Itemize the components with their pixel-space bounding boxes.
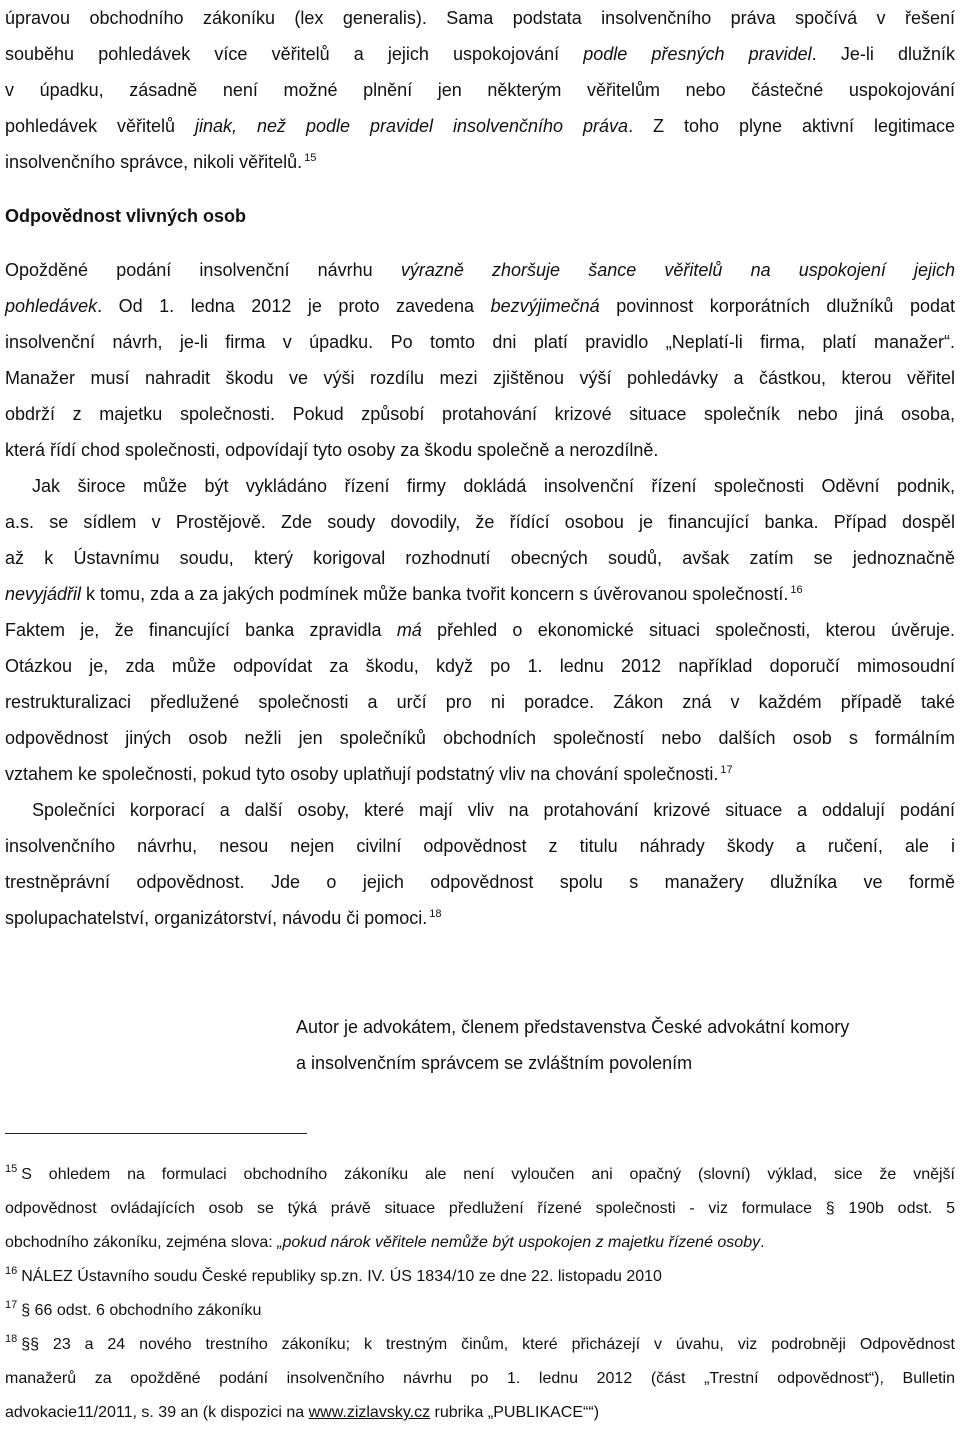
text-line: spolupachatelství, organizátorství, návodu či pomoci. $^{18}$ xyxy=(5,908,442,928)
text-line: která řídí chod společnosti, odpovídají tyto osoby za škodu společně a nerozdílně. xyxy=(5,440,659,460)
text-line: insolvenčního návrhu, nesou nejen civilní odpovědnost z titulu náhrady škody a ručení, ale i xyxy=(5,836,955,856)
text-line: trestněprávní odpovědnost. Jde o jejich odpovědnost spolu s manažery dlužníka ve formě xyxy=(5,872,955,892)
document-page xyxy=(5,0,955,936)
text-line: až k Ústavnímu soudu, který korigoval rozhodnutí obecných soudů, avšak zatím se jednoznačně xyxy=(5,548,955,568)
footnote-ref[interactable]: 18 xyxy=(429,908,442,920)
footnote-ref[interactable]: 17 xyxy=(720,764,733,776)
text-line: vztahem ke společnosti, pokud tyto osoby uplatňují podstatný vliv na chování společnosti. $^{17}$ xyxy=(5,764,733,784)
footnote-text: advokacie11/2011, s. 39 an (k dispozici na www.zizlavsky.cz rubrika „PUBLIKACE““) xyxy=(5,1404,600,1421)
section-heading: Odpovědnost vlivných osob xyxy=(5,206,247,226)
text-line: Jak široce může být vykládáno řízení firmy dokládá insolvenční řízení společnosti Oděvní podnik, xyxy=(32,476,955,496)
footnote-divider xyxy=(5,1133,307,1134)
text-line: Opožděné podání insolvenční návrhu výrazně zhoršuje šance věřitelů na uspokojení jejich xyxy=(5,260,956,280)
author-line: Autor je advokátem, členem představenstva České advokátní komory xyxy=(296,1017,850,1037)
text-line: Společníci korporací a další osoby, které mají vliv na protahování krizové situace a oddalují podání xyxy=(32,800,955,820)
text-line: insolvenčního správce, nikoli věřitelů. $^{15}$ xyxy=(5,152,317,172)
footnote-number: 16 xyxy=(5,1265,18,1277)
text-line: insolvenční návrh, je-li firma v úpadku. Po tomto dni platí pravidlo „Neplatí-li firma, platí manažer“. xyxy=(5,332,955,352)
text-line: v úpadku, zásadně není možné plnění jen některým věřitelům nebo částečné uspokojování xyxy=(5,80,955,100)
footnote-number: 17 xyxy=(5,1299,18,1311)
body-text xyxy=(5,0,955,936)
text-line: odpovědnost jiných osob nežli jen společníků obchodních společností nebo dalších osob s formálním xyxy=(5,728,955,748)
footnote-17: $^{17}$ § 66 odst. 6 obchodního zákoníku xyxy=(5,1299,262,1319)
author-line: a insolvenčním správcem se zvláštním povolením xyxy=(296,1053,693,1073)
text-line: a.s. se sídlem v Prostějově. Zde soudy dovodily, že řídící osobou je financující banka. Případ dospěl xyxy=(5,512,955,532)
text-line: Otázkou je, zda může odpovídat za škodu, když po 1. lednu 2012 například doporučí mimosoudní xyxy=(5,656,955,676)
footnote-text: obchodního zákoníku, zejména slova: „pokud nárok věřitele nemůže být uspokojen z majetku řízené osoby. xyxy=(5,1234,765,1251)
text-line: restrukturalizaci předlužené společnosti a určí pro ni poradce. Zákon zná v každém případě také xyxy=(5,692,955,712)
footnote-number: 18 xyxy=(5,1333,18,1345)
text-line: Faktem je, že financující banka zpravidla má přehled o ekonomické situaci společnosti, kterou úvěruje. xyxy=(5,620,955,640)
footnote-text: manažerů za opožděné podání insolvenčního návrhu po 1. lednu 2012 (část „Trestní odpovědnost“), Bulletin xyxy=(5,1370,955,1387)
footnote-16: $^{16}$ NÁLEZ Ústavního soudu České republiky sp.zn. IV. ÚS 1834/10 ze dne 22. listopadu 2010 xyxy=(5,1265,662,1285)
text-line: obdrží z majetku společnosti. Pokud způsobí protahování krizové situace společník nebo jiná osoba, xyxy=(5,404,955,424)
website-link[interactable]: www.zizlavsky.cz xyxy=(308,1404,431,1421)
footnotes xyxy=(5,1158,955,1430)
footnote-ref[interactable]: 15 xyxy=(304,152,317,164)
author-note xyxy=(296,1009,849,1081)
footnote-number: 15 xyxy=(5,1163,18,1175)
text-line: souběhu pohledávek více věřitelů a jejich uspokojování podle přesných pravidel. Je-li dlužník xyxy=(5,44,955,64)
text-line: Manažer musí nahradit škodu ve výši rozdílu mezi zjištěnou výší pohledávky a částkou, kterou věřitel xyxy=(5,368,955,388)
text-line: pohledávek věřitelů jinak, než podle pravidel insolvenčního práva. Z toho plyne aktivní legitimace xyxy=(5,116,955,136)
text-line: pohledávek. Od 1. ledna 2012 je proto zavedena bezvýjimečná povinnost korporátních dlužníků podat xyxy=(5,296,956,316)
text-line: úpravou obchodního zákoníku (lex generalis). Sama podstata insolvenčního práva spočívá v řešení xyxy=(5,8,955,28)
footnote-ref[interactable]: 16 xyxy=(790,584,803,596)
footnote-text: odpovědnost ovládajících osob se týká právě situace předlužení řízené společnosti - viz formulace § 190b odst. 5 xyxy=(5,1200,955,1217)
footnote-18: $^{18}$ §§ 23 a 24 nového trestního zákoníku; k trestným činům, které přicházejí v úvahu, viz podrobněji Odpovědnost xyxy=(5,1333,955,1353)
text-line: nevyjádřil k tomu, zda a za jakých podmínek může banka tvořit koncern s úvěrovanou společností. $^{16}$ xyxy=(5,584,803,604)
footnote-15: $^{15}$ S ohledem na formulaci obchodního zákoníku ale není vyloučen ani opačný (slovní) výklad, sice že vnější xyxy=(5,1163,955,1183)
